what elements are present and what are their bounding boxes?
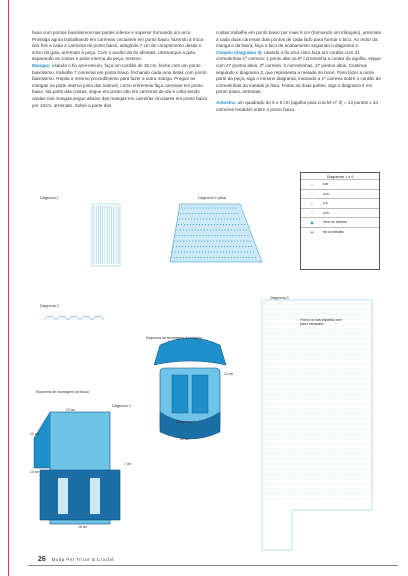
stitch-dot xyxy=(182,218,183,219)
stitch-dot xyxy=(180,213,181,214)
stitch-dot xyxy=(206,218,207,219)
stitch-dot xyxy=(231,213,232,214)
stitch-dot xyxy=(189,229,190,230)
stitch-dot xyxy=(183,213,184,214)
stitch-dot xyxy=(228,213,229,214)
stitch-dot xyxy=(198,229,199,230)
stitch-dot xyxy=(183,240,184,241)
stitch-dot xyxy=(228,240,229,241)
diagram-2-small-label: Diagrama 2 xyxy=(112,404,131,408)
stitch-dot xyxy=(185,218,186,219)
stitch-dot xyxy=(190,207,191,208)
stitch-dot xyxy=(189,213,190,214)
stitch-dot xyxy=(217,207,218,208)
diagram-3-chart xyxy=(262,300,372,550)
stitch-dot xyxy=(214,235,215,236)
stitch-dot xyxy=(208,251,209,252)
stitch-dot xyxy=(225,257,226,258)
stitch-dot xyxy=(238,235,239,236)
legend-symbol: • xyxy=(311,191,313,197)
stitch-dot xyxy=(233,218,234,219)
stitch-dot xyxy=(172,251,173,252)
stitch-dot xyxy=(214,251,215,252)
stitch-dot xyxy=(226,235,227,236)
stitch-dot xyxy=(193,235,194,236)
stitch-dot xyxy=(189,257,190,258)
dim-7: 7 cm xyxy=(124,462,132,466)
stitch-dot xyxy=(240,229,241,230)
stitch-dot xyxy=(179,218,180,219)
stitch-dot xyxy=(191,218,192,219)
stitch-dot xyxy=(206,246,207,247)
stitch-dot xyxy=(181,235,182,236)
stitch-dot xyxy=(253,251,254,252)
stitch-dot xyxy=(199,224,200,225)
stitch-dot xyxy=(191,246,192,247)
stitch-dot xyxy=(210,229,211,230)
stitch-dot xyxy=(222,257,223,258)
stitch-dot xyxy=(213,229,214,230)
left-column-paragraph: faixa com pontos baixíssimos nas partes inferior e superior formando um arco. Prossiga agora trabalhando em carreiras circulares em ponto baixo, fazendo à troca dos fios a cada 2 carreiras do ponto baixo, atingindo 7 cm de comprimento desde o início da gola, arremate à peça. Com o auxílio do fio afinetes, desmarque a gola, separando as costas e parte interna da peça, reserve. xyxy=(32,30,204,62)
stitch-dot xyxy=(195,229,196,230)
stitch-dot xyxy=(226,207,227,208)
stitch-dot xyxy=(177,257,178,258)
stitch-dot xyxy=(200,246,201,247)
page-footer xyxy=(38,556,114,563)
dim-10: 10 cm xyxy=(30,470,40,474)
stitch-dot xyxy=(211,235,212,236)
legend-symbol: ◆ xyxy=(310,219,314,225)
stitch-dot xyxy=(225,229,226,230)
stitch-dot xyxy=(220,251,221,252)
stitch-dot xyxy=(239,246,240,247)
stitch-dot xyxy=(244,251,245,252)
diagram-3-label: Diagrama 3 xyxy=(270,296,289,300)
stitch-dot xyxy=(208,235,209,236)
legend-text: p.bx xyxy=(323,191,330,196)
amostra-text: um quadrado de 5 x 5 cm (agulha para crochê nº 3) = 13 pontos x 14 carreiras medidos sobre o ponto baixo. xyxy=(216,99,378,112)
stitch-dot xyxy=(176,246,177,247)
stitch-dot xyxy=(190,235,191,236)
stitch-dot xyxy=(192,257,193,258)
stitch-dot xyxy=(183,229,184,230)
stitch-dot xyxy=(192,240,193,241)
legend-symbol: ▲ xyxy=(310,229,314,235)
stitch-dot xyxy=(208,207,209,208)
stitch-dot xyxy=(187,251,188,252)
stitch-dot xyxy=(188,246,189,247)
legend-row xyxy=(301,227,379,237)
stitch-dot xyxy=(222,229,223,230)
legend-row xyxy=(301,189,379,199)
stitch-dot xyxy=(223,207,224,208)
stitch-dot xyxy=(232,224,233,225)
stitch-dot xyxy=(204,229,205,230)
dim-16: 16 cm xyxy=(78,525,88,529)
stitch-dot xyxy=(212,246,213,247)
dim-13: 13 cm xyxy=(224,372,234,376)
stitch-dot xyxy=(248,246,249,247)
stitch-dot xyxy=(234,240,235,241)
footer-rule xyxy=(28,565,398,566)
stitch-dot xyxy=(216,213,217,214)
stitch-dot xyxy=(193,224,194,225)
stitch-dot xyxy=(196,251,197,252)
chapeu-heading: Chapéu (diagrama 3): xyxy=(216,49,263,55)
stitch-dot xyxy=(184,251,185,252)
legend-row xyxy=(301,217,379,227)
stitch-dot xyxy=(235,251,236,252)
stitch-dot xyxy=(226,251,227,252)
legend-symbol: + xyxy=(310,210,314,216)
stitch-dot xyxy=(214,224,215,225)
stitch-dot xyxy=(227,246,228,247)
stitch-dot xyxy=(227,218,228,219)
stitch-dot xyxy=(207,229,208,230)
diagram-1-label: Diagrama 1 xyxy=(40,196,59,200)
stitch-dot xyxy=(251,246,252,247)
stitch-dot xyxy=(205,207,206,208)
stitch-dot xyxy=(193,207,194,208)
blouse-assembly-drawing xyxy=(34,412,120,524)
diagram-2-chart xyxy=(44,316,104,320)
stitch-dot xyxy=(175,235,176,236)
stitch-dot xyxy=(244,235,245,236)
stitch-dot xyxy=(229,224,230,225)
stitch-dot xyxy=(219,229,220,230)
stitch-dot xyxy=(196,235,197,236)
stitch-dot xyxy=(216,257,217,258)
stitch-dot xyxy=(180,240,181,241)
legend-rows xyxy=(301,179,379,236)
stitch-dot xyxy=(213,240,214,241)
legend-text: início do trabalho xyxy=(323,220,348,225)
blouse-assembly-label: Esquema de montagem da blusa xyxy=(36,390,89,394)
stitch-dot xyxy=(188,218,189,219)
stitch-dot xyxy=(171,257,172,258)
stitch-dot xyxy=(201,257,202,258)
legend-row xyxy=(301,179,379,189)
stitch-dot xyxy=(204,213,205,214)
stitch-dot xyxy=(228,229,229,230)
stitch-dot xyxy=(198,240,199,241)
stitch-dot xyxy=(187,207,188,208)
stitch-dot xyxy=(193,251,194,252)
stitch-dot xyxy=(174,257,175,258)
stitch-dot xyxy=(237,257,238,258)
stitch-dot xyxy=(194,218,195,219)
stitch-dot xyxy=(197,246,198,247)
stitch-dot xyxy=(229,235,230,236)
stitch-dot xyxy=(202,251,203,252)
stitch-dot xyxy=(235,224,236,225)
stitch-dot xyxy=(234,213,235,214)
stitch-dot xyxy=(186,229,187,230)
stitch-dot xyxy=(239,218,240,219)
stitch-dot xyxy=(205,251,206,252)
stitch-dot xyxy=(230,246,231,247)
stitch-dot xyxy=(225,213,226,214)
stitch-dot xyxy=(218,218,219,219)
stitch-dot xyxy=(186,240,187,241)
stitch-dot xyxy=(213,257,214,258)
stitch-dot xyxy=(201,213,202,214)
stitch-dot xyxy=(174,240,175,241)
stitch-dot xyxy=(226,224,227,225)
stitch-dot xyxy=(247,251,248,252)
hat-assembly-label: Esquema de montagem do chapéu xyxy=(146,336,202,340)
stitch-dot xyxy=(210,257,211,258)
stitch-dot xyxy=(199,251,200,252)
stitch-dot xyxy=(224,218,225,219)
stitch-dot xyxy=(223,251,224,252)
diagram-3-stitches xyxy=(264,304,370,499)
stitch-dot xyxy=(182,246,183,247)
stitch-dot xyxy=(223,224,224,225)
diagram-2-label: Diagrama 2 xyxy=(40,304,59,308)
stitch-dot xyxy=(217,251,218,252)
legend-row xyxy=(301,198,379,208)
stitch-dot xyxy=(192,229,193,230)
stitch-dot xyxy=(223,235,224,236)
stitch-dot xyxy=(220,235,221,236)
stitch-dot xyxy=(204,257,205,258)
stitch-dot xyxy=(205,224,206,225)
stitch-dot xyxy=(196,224,197,225)
stitch-dot xyxy=(210,240,211,241)
stitch-dot xyxy=(217,235,218,236)
stitch-dot xyxy=(189,240,190,241)
stitch-dot xyxy=(178,224,179,225)
stitch-dot xyxy=(199,207,200,208)
stitch-dot xyxy=(214,207,215,208)
dim-12b: 12 cm xyxy=(180,437,190,441)
stitch-dot xyxy=(225,240,226,241)
publication-name: Moda Pet Tricot & Crochê xyxy=(51,557,115,562)
mangas-text: usando o fio azul-escuro, faça um cordão de 16 cm, feche com um ponto baixíssimo, trabalhe 7 carreiras em ponto baixo, fechando cada uma delas com ponto baixíssimo. Repita o mesmo procedimento para fazer a outra manga. Pregue as mangas na parte interna junto das laterais, como entremeio faça carreiras em ponto baixo. Na parte das costas, segue em ponto alto em carreiras de ida e volta sendo unidas nas mangas,segue abaixo das mangas em carreiras circulares em ponto baixo por 10cm, arremate. Sobre a parte das xyxy=(32,62,208,108)
diagram-4-label: Diagrama 4 (Aba) xyxy=(198,196,227,200)
stitch-dot xyxy=(215,218,216,219)
stitch-dot xyxy=(219,240,220,241)
stitch-dot xyxy=(181,207,182,208)
stitch-dot xyxy=(246,240,247,241)
stitch-dot xyxy=(201,240,202,241)
stitch-dot xyxy=(221,246,222,247)
stitch-dot xyxy=(238,251,239,252)
chapeu-text: usando o fio azul-claro,faça um cordão com 31 correntinhas 1ª carreira: 1 ponto alto na 5ª correntinha a contar da agulha, segue com 27 pontos altos. 2ª carreira: 3 correntinhas, 27 pontos altos. Continue seguindo o diagrama 3, que representa a metade do boné. Para fazer a outra parte da peça, siga o mesmo diagrama, iniciando a 1ª carreira sobre o cordão de correntinhas da metade já feita. Feitas as duas partes, siga o diagrama 4 em ponto baixo, arremate. xyxy=(216,49,381,95)
dim-20: 20 cm xyxy=(66,408,76,412)
stitch-dot xyxy=(228,257,229,258)
stitch-dot xyxy=(202,224,203,225)
stitch-dot xyxy=(181,224,182,225)
stitch-dot xyxy=(240,257,241,258)
legend-row xyxy=(301,208,379,218)
stitch-dot xyxy=(222,213,223,214)
stitch-dot xyxy=(187,235,188,236)
stitch-dot xyxy=(211,224,212,225)
stitch-dot xyxy=(190,224,191,225)
legend-text: p.bx. xyxy=(323,210,330,215)
diagram-4-chart xyxy=(170,204,262,262)
stitch-dot xyxy=(215,246,216,247)
legend-symbol: ○ xyxy=(310,181,314,187)
stitch-dot xyxy=(207,257,208,258)
stitch-dot xyxy=(237,229,238,230)
stitch-dot xyxy=(218,246,219,247)
stitch-dot xyxy=(199,235,200,236)
stitch-dot xyxy=(198,257,199,258)
legend-text: corr. xyxy=(323,182,330,187)
stitch-dot xyxy=(224,246,225,247)
stitch-dot xyxy=(231,257,232,258)
diagram-4-inner-label: Diagrama 4 xyxy=(176,420,195,424)
stitch-dot xyxy=(237,240,238,241)
stitch-dot xyxy=(196,207,197,208)
stitch-dot xyxy=(211,251,212,252)
stitch-dot xyxy=(181,251,182,252)
stitch-dot xyxy=(197,218,198,219)
stitch-dot xyxy=(195,240,196,241)
stitch-dot xyxy=(202,235,203,236)
stitch-dot xyxy=(177,240,178,241)
stitch-dot xyxy=(187,224,188,225)
stitch-dot xyxy=(184,235,185,236)
stitch-dot xyxy=(241,235,242,236)
stitch-dot xyxy=(221,218,222,219)
stitch-dot xyxy=(245,246,246,247)
stitch-dot xyxy=(177,229,178,230)
stitch-dot xyxy=(250,251,251,252)
stitch-dot xyxy=(195,213,196,214)
stitch-dot xyxy=(242,246,243,247)
stitch-dot xyxy=(217,224,218,225)
stitch-dot xyxy=(203,218,204,219)
stitch-dot xyxy=(194,246,195,247)
dim-12: 12 cm xyxy=(30,432,40,436)
stitch-dot xyxy=(243,229,244,230)
stitch-dot xyxy=(208,224,209,225)
stitch-dot xyxy=(178,235,179,236)
fechar-note: Fechar os dois trabalhos com ponto baixíssimo xyxy=(300,318,342,327)
stitch-dot xyxy=(237,213,238,214)
stitch-dot xyxy=(195,257,196,258)
stitch-dot xyxy=(209,218,210,219)
stitch-dot xyxy=(219,213,220,214)
stitch-dot xyxy=(241,251,242,252)
stitch-dot xyxy=(200,218,201,219)
stitch-dot xyxy=(234,229,235,230)
stitch-dot xyxy=(207,240,208,241)
stitch-dot xyxy=(249,257,250,258)
stitch-dot xyxy=(230,218,231,219)
stitch-dot xyxy=(186,257,187,258)
stitch-dot xyxy=(240,240,241,241)
stitch-dot xyxy=(184,207,185,208)
legend-text: fim do trabalho xyxy=(323,229,345,234)
stitch-dot xyxy=(229,207,230,208)
stitch-dot xyxy=(178,251,179,252)
stitch-dot xyxy=(231,229,232,230)
stitch-dot xyxy=(212,218,213,219)
stitch-dot xyxy=(236,218,237,219)
stitch-dot xyxy=(201,229,202,230)
stitch-dot xyxy=(220,207,221,208)
stitch-dot xyxy=(231,240,232,241)
stitch-dot xyxy=(209,246,210,247)
stitch-dot xyxy=(232,235,233,236)
stitch-dot xyxy=(204,240,205,241)
stitch-dot xyxy=(190,251,191,252)
stitch-dot xyxy=(243,240,244,241)
stitch-dot xyxy=(213,213,214,214)
stitch-dot xyxy=(183,257,184,258)
legend-symbol: † xyxy=(310,200,314,206)
stitch-dot xyxy=(180,257,181,258)
stitch-dot xyxy=(235,207,236,208)
stitch-dot xyxy=(220,224,221,225)
stitch-dot xyxy=(252,257,253,258)
stitch-dot xyxy=(219,257,220,258)
stitch-dot xyxy=(207,213,208,214)
stitch-dot xyxy=(210,213,211,214)
stitch-dot xyxy=(173,246,174,247)
stitch-dot xyxy=(232,207,233,208)
stitch-dot xyxy=(216,229,217,230)
stitch-dot xyxy=(233,246,234,247)
stitch-dot xyxy=(244,224,245,225)
stitch-dot xyxy=(198,213,199,214)
stitch-dot xyxy=(246,257,247,258)
stitch-dot xyxy=(249,240,250,241)
stitch-dot xyxy=(203,246,204,247)
stitch-dot xyxy=(202,207,203,208)
mangas-heading: Mangas: xyxy=(32,62,51,68)
legend-title: Diagramas 1 a 4 xyxy=(326,175,354,179)
stitch-dot xyxy=(243,257,244,258)
stitch-dot xyxy=(192,213,193,214)
stitch-dot xyxy=(179,246,180,247)
stitch-dot xyxy=(232,251,233,252)
page-number: 26 xyxy=(38,556,46,563)
stitch-dot xyxy=(247,235,248,236)
stitch-dot xyxy=(211,207,212,208)
stitch-dot xyxy=(185,246,186,247)
stitch-dot xyxy=(238,224,239,225)
stitch-dot xyxy=(216,240,217,241)
stitch-dot xyxy=(222,240,223,241)
stitch-legend xyxy=(300,172,380,270)
stitch-dot xyxy=(184,224,185,225)
stitch-dot xyxy=(255,257,256,258)
stitch-dot xyxy=(205,235,206,236)
stitch-dot xyxy=(235,235,236,236)
diagram-1-stitches xyxy=(94,206,118,264)
stitch-dot xyxy=(175,251,176,252)
stitch-dot xyxy=(241,224,242,225)
stitch-dot xyxy=(236,246,237,247)
legend-text: p.a. xyxy=(323,201,329,206)
stitch-dot xyxy=(234,257,235,258)
right-column-paragraph: costas trabalhe em ponto baixo por mais 9 cm (formando um triângulo), arremate a cada duas carreiras dois pontos de cada lado para formar o bico. Ao redor da manga e da barra, faça o bico de acabamento seguindo o diagrama 2. xyxy=(216,30,382,49)
stitch-dot xyxy=(229,251,230,252)
amostra-heading: Amostra: xyxy=(216,99,237,105)
stitch-dot xyxy=(180,229,181,230)
stitch-dot xyxy=(186,213,187,214)
stitch-dot xyxy=(246,229,247,230)
